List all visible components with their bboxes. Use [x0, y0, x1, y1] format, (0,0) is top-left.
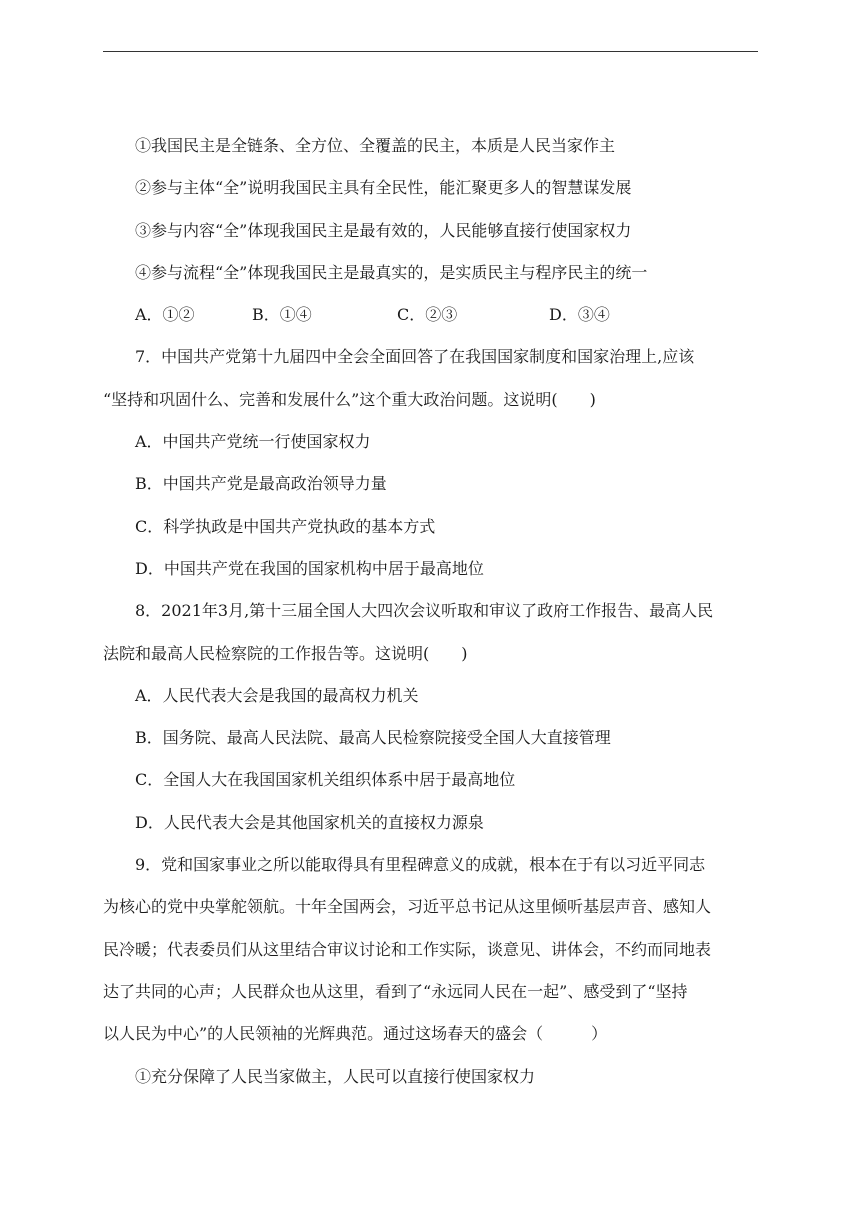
q6-item-2: ②参与主体“全”说明我国民主具有全民性，能汇聚更多人的智慧谋发展 — [135, 178, 632, 198]
q8-option-a[interactable]: A．人民代表大会是我国的最高权力机关 — [135, 685, 419, 705]
q7-option-a[interactable]: A．中国共产党统一行使国家权力 — [135, 432, 371, 452]
q8-option-d[interactable]: D．人民代表大会是其他国家机关的直接权力源泉 — [135, 812, 484, 832]
q8-stem-line2: 法院和最高人民检察院的工作报告等。这说明( ) — [103, 643, 468, 663]
q7-option-d[interactable]: D．中国共产党在我国的国家机构中居于最高地位 — [135, 558, 484, 578]
q6-option-d[interactable]: D．③④ — [549, 305, 610, 325]
q9-stem-line3: 民冷暖；代表委员们从这里结合审议讨论和工作实际，谈意见、讲体会，不约而同地表 — [103, 939, 712, 959]
q9-stem-line1: 9．党和国家事业之所以能取得具有里程碑意义的成就，根本在于有以习近平同志 — [135, 855, 706, 875]
header-rule — [103, 51, 758, 52]
q8-option-c[interactable]: C．全国人大在我国国家机关组织体系中居于最高地位 — [135, 770, 516, 790]
q6-option-b[interactable]: B．①④ — [252, 305, 312, 325]
q9-stem-line4: 达了共同的心声；人民群众也从这里，看到了“永远同人民在一起”、感受到了“坚持 — [103, 981, 688, 1001]
q6-option-c[interactable]: C．②③ — [397, 305, 458, 325]
q6-option-a[interactable]: A．①② — [135, 305, 195, 325]
q6-options — [103, 294, 758, 336]
q9-item-1: ①充分保障了人民当家做主，人民可以直接行使国家权力 — [135, 1066, 536, 1086]
q7-option-b[interactable]: B．中国共产党是最高政治领导力量 — [135, 474, 387, 494]
q6-item-1: ①我国民主是全链条、全方位、全覆盖的民主，本质是人民当家作主 — [135, 136, 616, 155]
q9-stem-line2: 为核心的党中央掌舵领航。十年全国两会，习近平总书记从这里倾听基层声音、感知人 — [103, 897, 712, 917]
q9-stem-line5: 以人民为中心”的人民领袖的光辉典范。通过这场春天的盛会（ ） — [103, 1024, 608, 1044]
q8-option-b[interactable]: B．国务院、最高人民法院、最高人民检察院接受全国人大直接管理 — [135, 728, 611, 748]
q6-item-4: ④参与流程“全”体现我国民主是最真实的，是实质民主与程序民主的统一 — [135, 262, 648, 282]
q6-item-3: ③参与内容“全”体现我国民主是最有效的，人民能够直接行使国家权力 — [135, 220, 632, 240]
q7-option-c[interactable]: C．科学执政是中国共产党执政的基本方式 — [135, 516, 436, 536]
document-body — [103, 125, 758, 1098]
q8-stem-line1: 8．2021年3月,第十三届全国人大四次会议听取和审议了政府工作报告、最高人民 — [135, 601, 714, 621]
q7-stem-line1: 7．中国共产党第十九届四中全会全面回答了在我国国家制度和国家治理上,应该 — [135, 347, 695, 367]
q7-stem-line2: “坚持和巩固什么、完善和发展什么”这个重大政治问题。这说明( ) — [103, 389, 596, 409]
